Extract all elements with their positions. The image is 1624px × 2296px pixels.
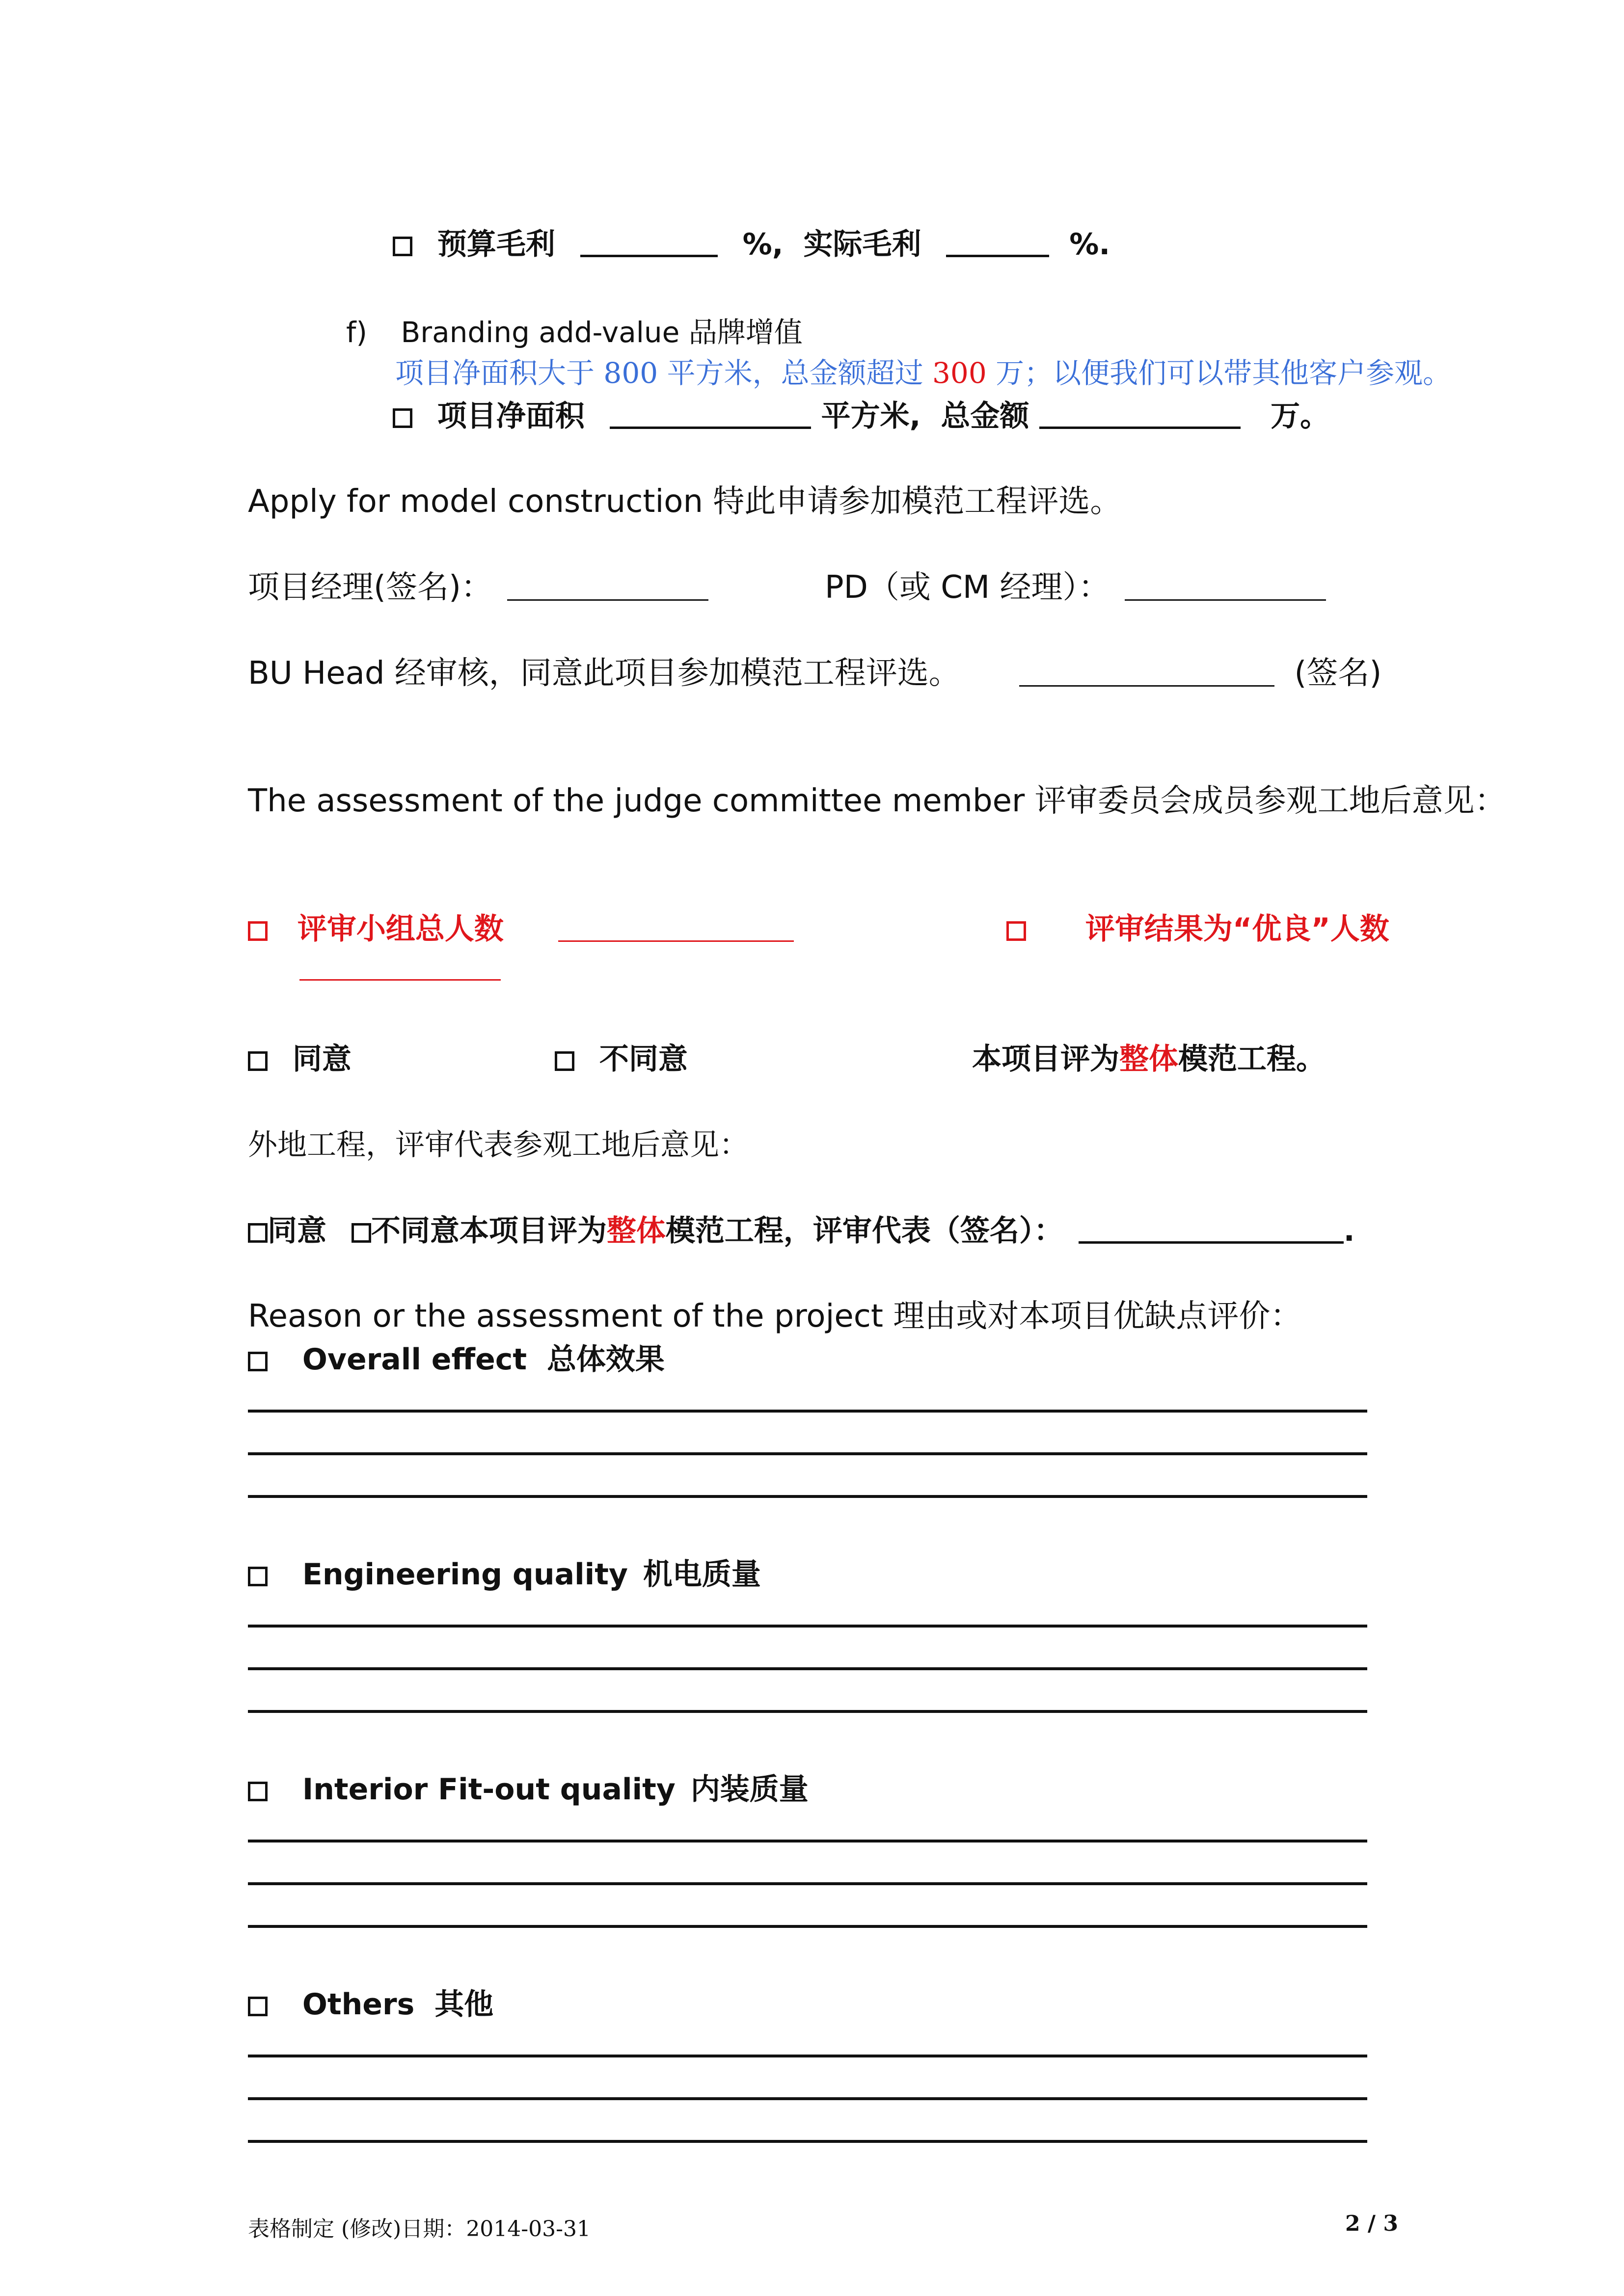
interior-label-en: Interior Fit-out quality xyxy=(302,1772,676,1807)
verdict-text-1: 本项目评为 xyxy=(972,1042,1119,1076)
area-checkbox[interactable] xyxy=(393,408,412,428)
remote-agree-label: 同意 xyxy=(268,1214,326,1248)
committee-heading-en: The assessment of the judge committee member xyxy=(248,783,1025,819)
branding-item xyxy=(346,309,803,350)
branding-title-zh: 品牌增值 xyxy=(688,316,803,349)
overall-label-en: Overall effect xyxy=(302,1342,527,1377)
interior-label-zh: 内装质量 xyxy=(690,1772,809,1807)
margin-checkbox[interactable] xyxy=(393,237,412,256)
committee-heading-zh: 评审委员会成员参观工地后意见： xyxy=(1034,783,1506,819)
committee-agree-label: 同意 xyxy=(292,1042,352,1076)
overall-line-1[interactable] xyxy=(248,1410,1367,1413)
committee-heading xyxy=(248,775,1506,821)
committee-disagree-checkbox[interactable] xyxy=(555,1051,574,1071)
apply-statement xyxy=(248,476,1121,521)
pd-signature-label: PD（或 CM 经理）： xyxy=(825,569,1110,606)
footer-revision-date: 表格制定 (修改)日期：2014-03-31 xyxy=(248,2216,591,2242)
reason-section-engineering xyxy=(248,1551,761,1593)
committee-excellent-field[interactable] xyxy=(299,955,501,981)
reason-section-interior xyxy=(248,1766,809,1808)
committee-disagree-label: 不同意 xyxy=(599,1042,688,1076)
others-checkbox[interactable] xyxy=(248,1997,268,2016)
others-line-1[interactable] xyxy=(248,2055,1367,2057)
percent-sign-2: %. xyxy=(1069,227,1110,262)
engineering-line-2[interactable] xyxy=(248,1667,1367,1670)
overall-line-2[interactable] xyxy=(248,1452,1367,1455)
bu-head-row xyxy=(248,648,1381,693)
branding-title-en: Branding add-value xyxy=(401,316,680,349)
others-line-2[interactable] xyxy=(248,2097,1367,2100)
reason-section-overall xyxy=(248,1336,665,1378)
amount-unit: 万。 xyxy=(1271,399,1330,433)
branding-note xyxy=(395,350,1451,391)
engineering-checkbox[interactable] xyxy=(248,1567,268,1586)
amount-label: 总金额 xyxy=(941,399,1029,433)
engineering-label-en: Engineering quality xyxy=(302,1557,628,1592)
budget-margin-label: 预算毛利 xyxy=(437,227,555,262)
committee-total-field[interactable] xyxy=(558,916,794,942)
pd-signature-field[interactable] xyxy=(1125,575,1326,601)
engineering-label-zh: 机电质量 xyxy=(643,1557,761,1592)
item-marker: f) xyxy=(346,316,368,349)
pm-signature-row xyxy=(248,562,708,607)
percent-sign-1: %, xyxy=(742,227,784,262)
area-field[interactable] xyxy=(610,402,811,429)
remote-agree-checkbox[interactable] xyxy=(248,1223,268,1243)
reason-section-others xyxy=(248,1981,493,2023)
committee-agree-option[interactable] xyxy=(248,1036,352,1078)
committee-disagree-option[interactable] xyxy=(555,1036,688,1078)
engineering-line-3[interactable] xyxy=(248,1710,1367,1713)
branding-note-highlight: 300 xyxy=(932,356,987,390)
committee-excellent-row xyxy=(1006,906,1389,948)
branding-note-text-2: 万；以便我们可以带其他客户参观。 xyxy=(986,356,1452,390)
area-row xyxy=(393,393,1329,435)
budget-margin-field[interactable] xyxy=(580,230,718,257)
pm-signature-label: 项目经理(签名)： xyxy=(248,569,492,606)
remote-signature-field[interactable] xyxy=(1079,1217,1344,1244)
committee-excellent-checkbox[interactable] xyxy=(1006,921,1026,941)
remote-end: . xyxy=(1343,1214,1355,1248)
committee-total-label: 评审小组总人数 xyxy=(297,912,504,946)
actual-margin-field[interactable] xyxy=(946,230,1049,257)
interior-line-1[interactable] xyxy=(248,1840,1367,1842)
remote-heading: 外地工程，评审代表参观工地后意见： xyxy=(248,1128,749,1162)
interior-line-2[interactable] xyxy=(248,1882,1367,1885)
engineering-line-1[interactable] xyxy=(248,1625,1367,1628)
apply-text-en: Apply for model construction xyxy=(248,483,703,520)
reasons-heading xyxy=(248,1291,1301,1336)
remote-row xyxy=(248,1207,1355,1250)
interior-line-3[interactable] xyxy=(248,1925,1367,1928)
area-label: 项目净面积 xyxy=(437,399,585,433)
remote-highlight: 整体 xyxy=(606,1214,666,1248)
committee-excellent-label: 评审结果为“优良”人数 xyxy=(1085,912,1389,946)
reasons-heading-zh: 理由或对本项目优缺点评价： xyxy=(893,1298,1302,1335)
verdict-text-2: 模范工程。 xyxy=(1178,1042,1326,1076)
pd-signature-row xyxy=(825,562,1326,607)
margin-row xyxy=(393,221,1110,263)
committee-total-checkbox[interactable] xyxy=(248,921,268,941)
verdict-highlight: 整体 xyxy=(1119,1042,1178,1076)
committee-verdict xyxy=(972,1036,1326,1078)
footer-page-number: 2 / 3 xyxy=(1345,2211,1398,2236)
remote-sign-label: 模范工程，评审代表（签名）： xyxy=(665,1214,1063,1248)
reasons-heading-en: Reason or the assessment of the project xyxy=(248,1298,883,1335)
bu-head-sign-label: (签名) xyxy=(1294,655,1382,692)
interior-checkbox[interactable] xyxy=(248,1782,268,1801)
apply-text-zh: 特此申请参加模范工程评选。 xyxy=(713,483,1122,520)
remote-disagree-checkbox[interactable] xyxy=(352,1223,371,1243)
bu-head-text: BU Head 经审核，同意此项目参加模范工程评选。 xyxy=(248,655,960,692)
overall-line-3[interactable] xyxy=(248,1495,1367,1498)
overall-label-zh: 总体效果 xyxy=(546,1342,665,1377)
others-label-zh: 其他 xyxy=(434,1987,494,2022)
amount-field[interactable] xyxy=(1039,402,1241,429)
others-label-en: Others xyxy=(302,1987,415,2022)
area-unit: 平方米, xyxy=(821,399,921,433)
committee-total-row xyxy=(248,906,794,948)
committee-agree-checkbox[interactable] xyxy=(248,1051,268,1071)
actual-margin-label: 实际毛利 xyxy=(803,227,921,262)
overall-checkbox[interactable] xyxy=(248,1352,268,1371)
remote-disagree-label: 不同意本项目评为 xyxy=(371,1214,607,1248)
bu-head-signature-field[interactable] xyxy=(1019,661,1274,687)
pm-signature-field[interactable] xyxy=(507,575,708,601)
branding-note-text-1: 项目净面积大于 800 平方米，总金额超过 xyxy=(395,356,933,390)
others-line-3[interactable] xyxy=(248,2140,1367,2143)
